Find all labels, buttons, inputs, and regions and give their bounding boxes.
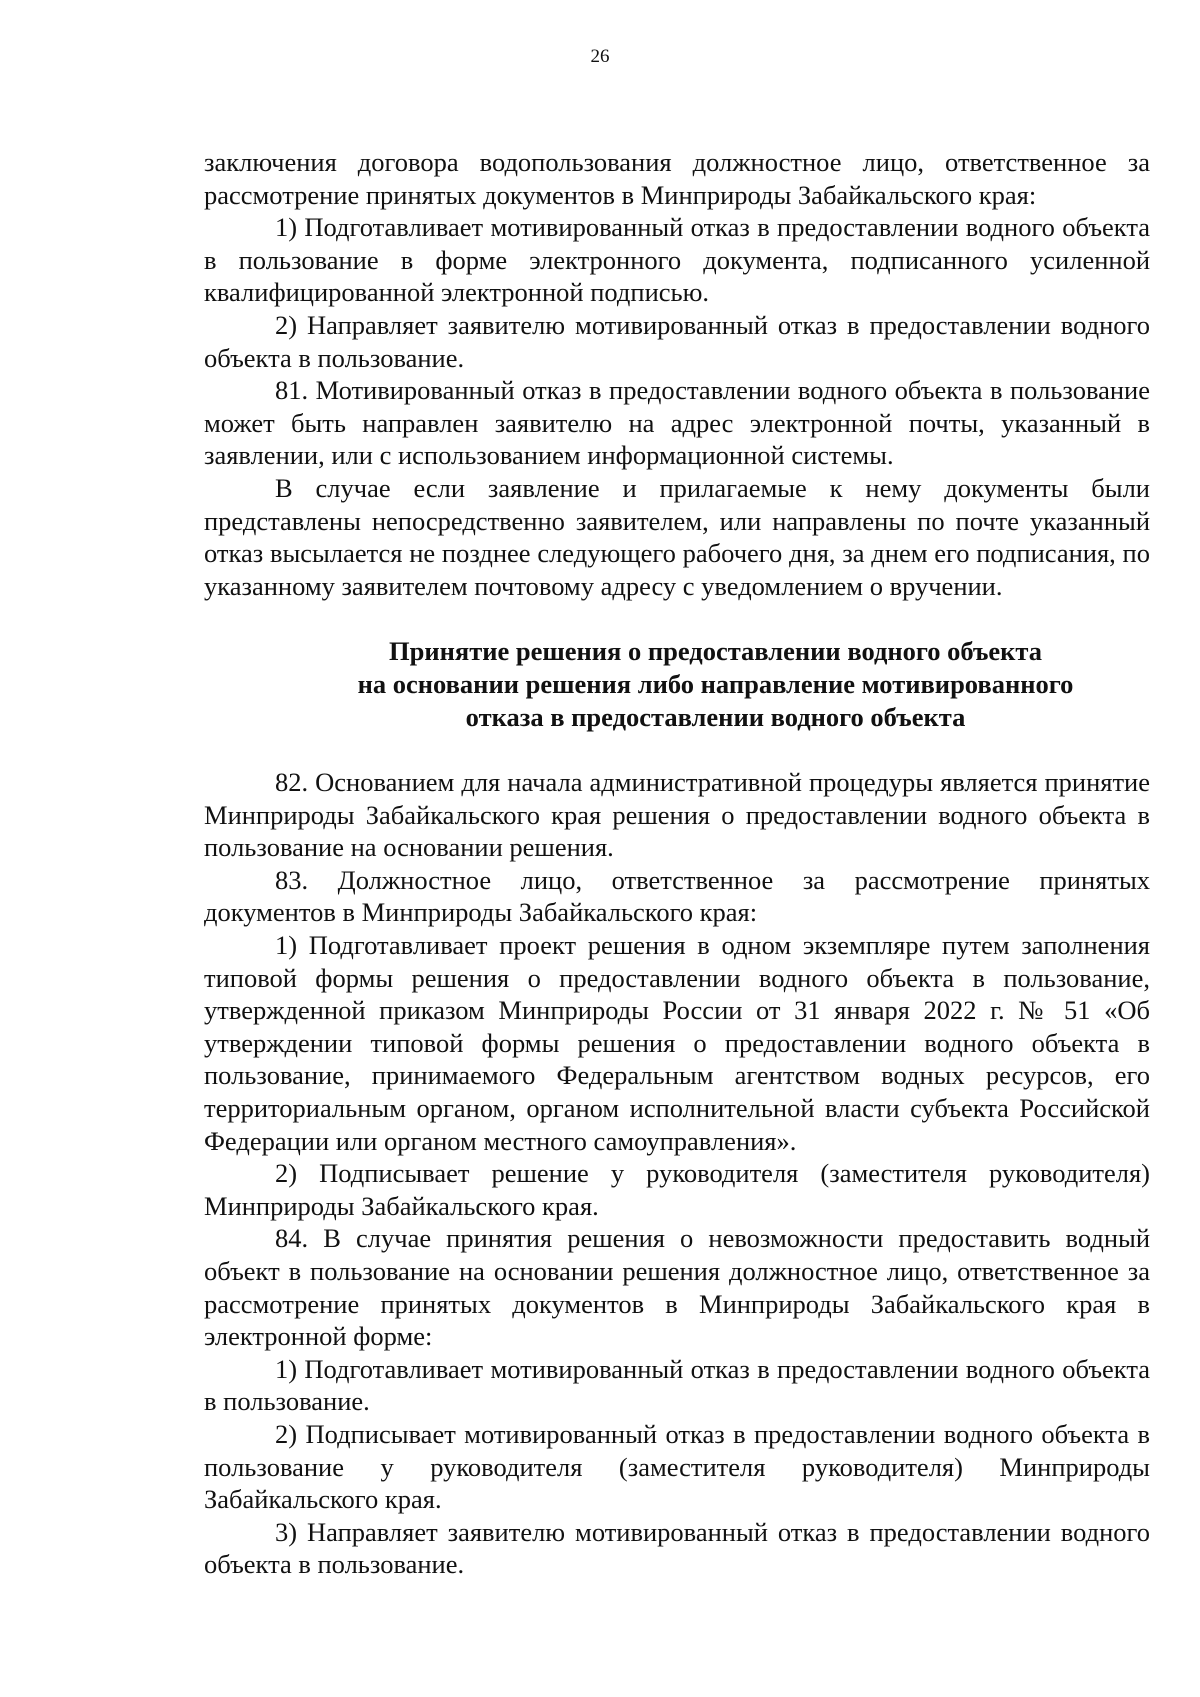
paragraph: 2) Подписывает решение у руководителя (заместителя руководителя) Минприроды Забайкальского края. xyxy=(204,1158,1150,1221)
paragraph: 3) Направляет заявителю мотивированный отказ в предоставлении водного объекта в пользование. xyxy=(204,1516,1150,1580)
paragraph: 2) Направляет заявителю мотивированный отказ в предоставлении водного объекта в пользование. xyxy=(204,309,1150,373)
paragraph: 82. Основанием для начала административной процедуры является принятие Минприроды Забайкальского края решения о предоставлении водного объекта в пользование на основании решения. xyxy=(204,767,1150,863)
section-heading-line: на основании решения либо направление мотивированного xyxy=(357,668,1074,699)
section-heading-line: отказа в предоставлении водного объекта xyxy=(465,701,966,732)
document-body xyxy=(204,146,1150,1581)
paragraph: 1) Подготавливает мотивированный отказ в предоставлении водного объекта в пользование. xyxy=(204,1353,1150,1417)
paragraphs-before-heading xyxy=(204,146,1150,602)
paragraph: 2) Подписывает мотивированный отказ в предоставлении водного объекта в пользование у руководителя (заместителя руководителя) Минприроды Забайкальского края. xyxy=(204,1418,1150,1515)
paragraph: 84. В случае принятия решения о невозможности предоставить водный объект в пользование на основании решения должностное лицо, ответственное за рассмотрение принятых документов в Минприроды Забайкальского края в электронной форме: xyxy=(204,1223,1150,1352)
paragraph: 1) Подготавливает проект решения в одном экземпляре путем заполнения типовой формы решения о предоставлении водного объекта в пользование, утвержденной приказом Минприроды России от 31 января 2022 г. № 51 «Об утверждении типовой формы решения о предоставлении водного объекта в пользование, принимаемого Федеральным агентством водных ресурсов, его территориальным органом, органом исполнительной власти субъекта Российской Федерации или органом местного самоуправления». xyxy=(204,930,1150,1156)
section-heading-line: Принятие решения о предоставлении водного объекта xyxy=(388,636,1043,667)
page-number: 26 xyxy=(590,46,610,67)
paragraph: 1) Подготавливает мотивированный отказ в предоставлении водного объекта в пользование в форме электронного документа, подписанного усиленной квалифицированной электронной подписью. xyxy=(204,212,1150,308)
paragraph: В случае если заявление и прилагаемые к нему документы были представлены непосредственно заявителем, или направлены по почте указанный отказ высылается не позднее следующего рабочего дня, за днем его подписания, по указанному заявителем почтовому адресу с уведомлением о вручении. xyxy=(204,472,1150,601)
paragraphs-after-heading xyxy=(204,766,1150,1581)
paragraph: заключения договора водопользования должностное лицо, ответственное за рассмотрение принятых документов в Минприроды Забайкальского края: xyxy=(204,147,1150,210)
section-heading xyxy=(281,635,1150,733)
paragraph: 83. Должностное лицо, ответственное за рассмотрение принятых документов в Минприроды Забайкальского края: xyxy=(204,864,1150,928)
paragraph: 81. Мотивированный отказ в предоставлении водного объекта в пользование может быть направлен заявителю на адрес электронной почты, указанный в заявлении, или с использованием информационной системы. xyxy=(204,375,1150,471)
